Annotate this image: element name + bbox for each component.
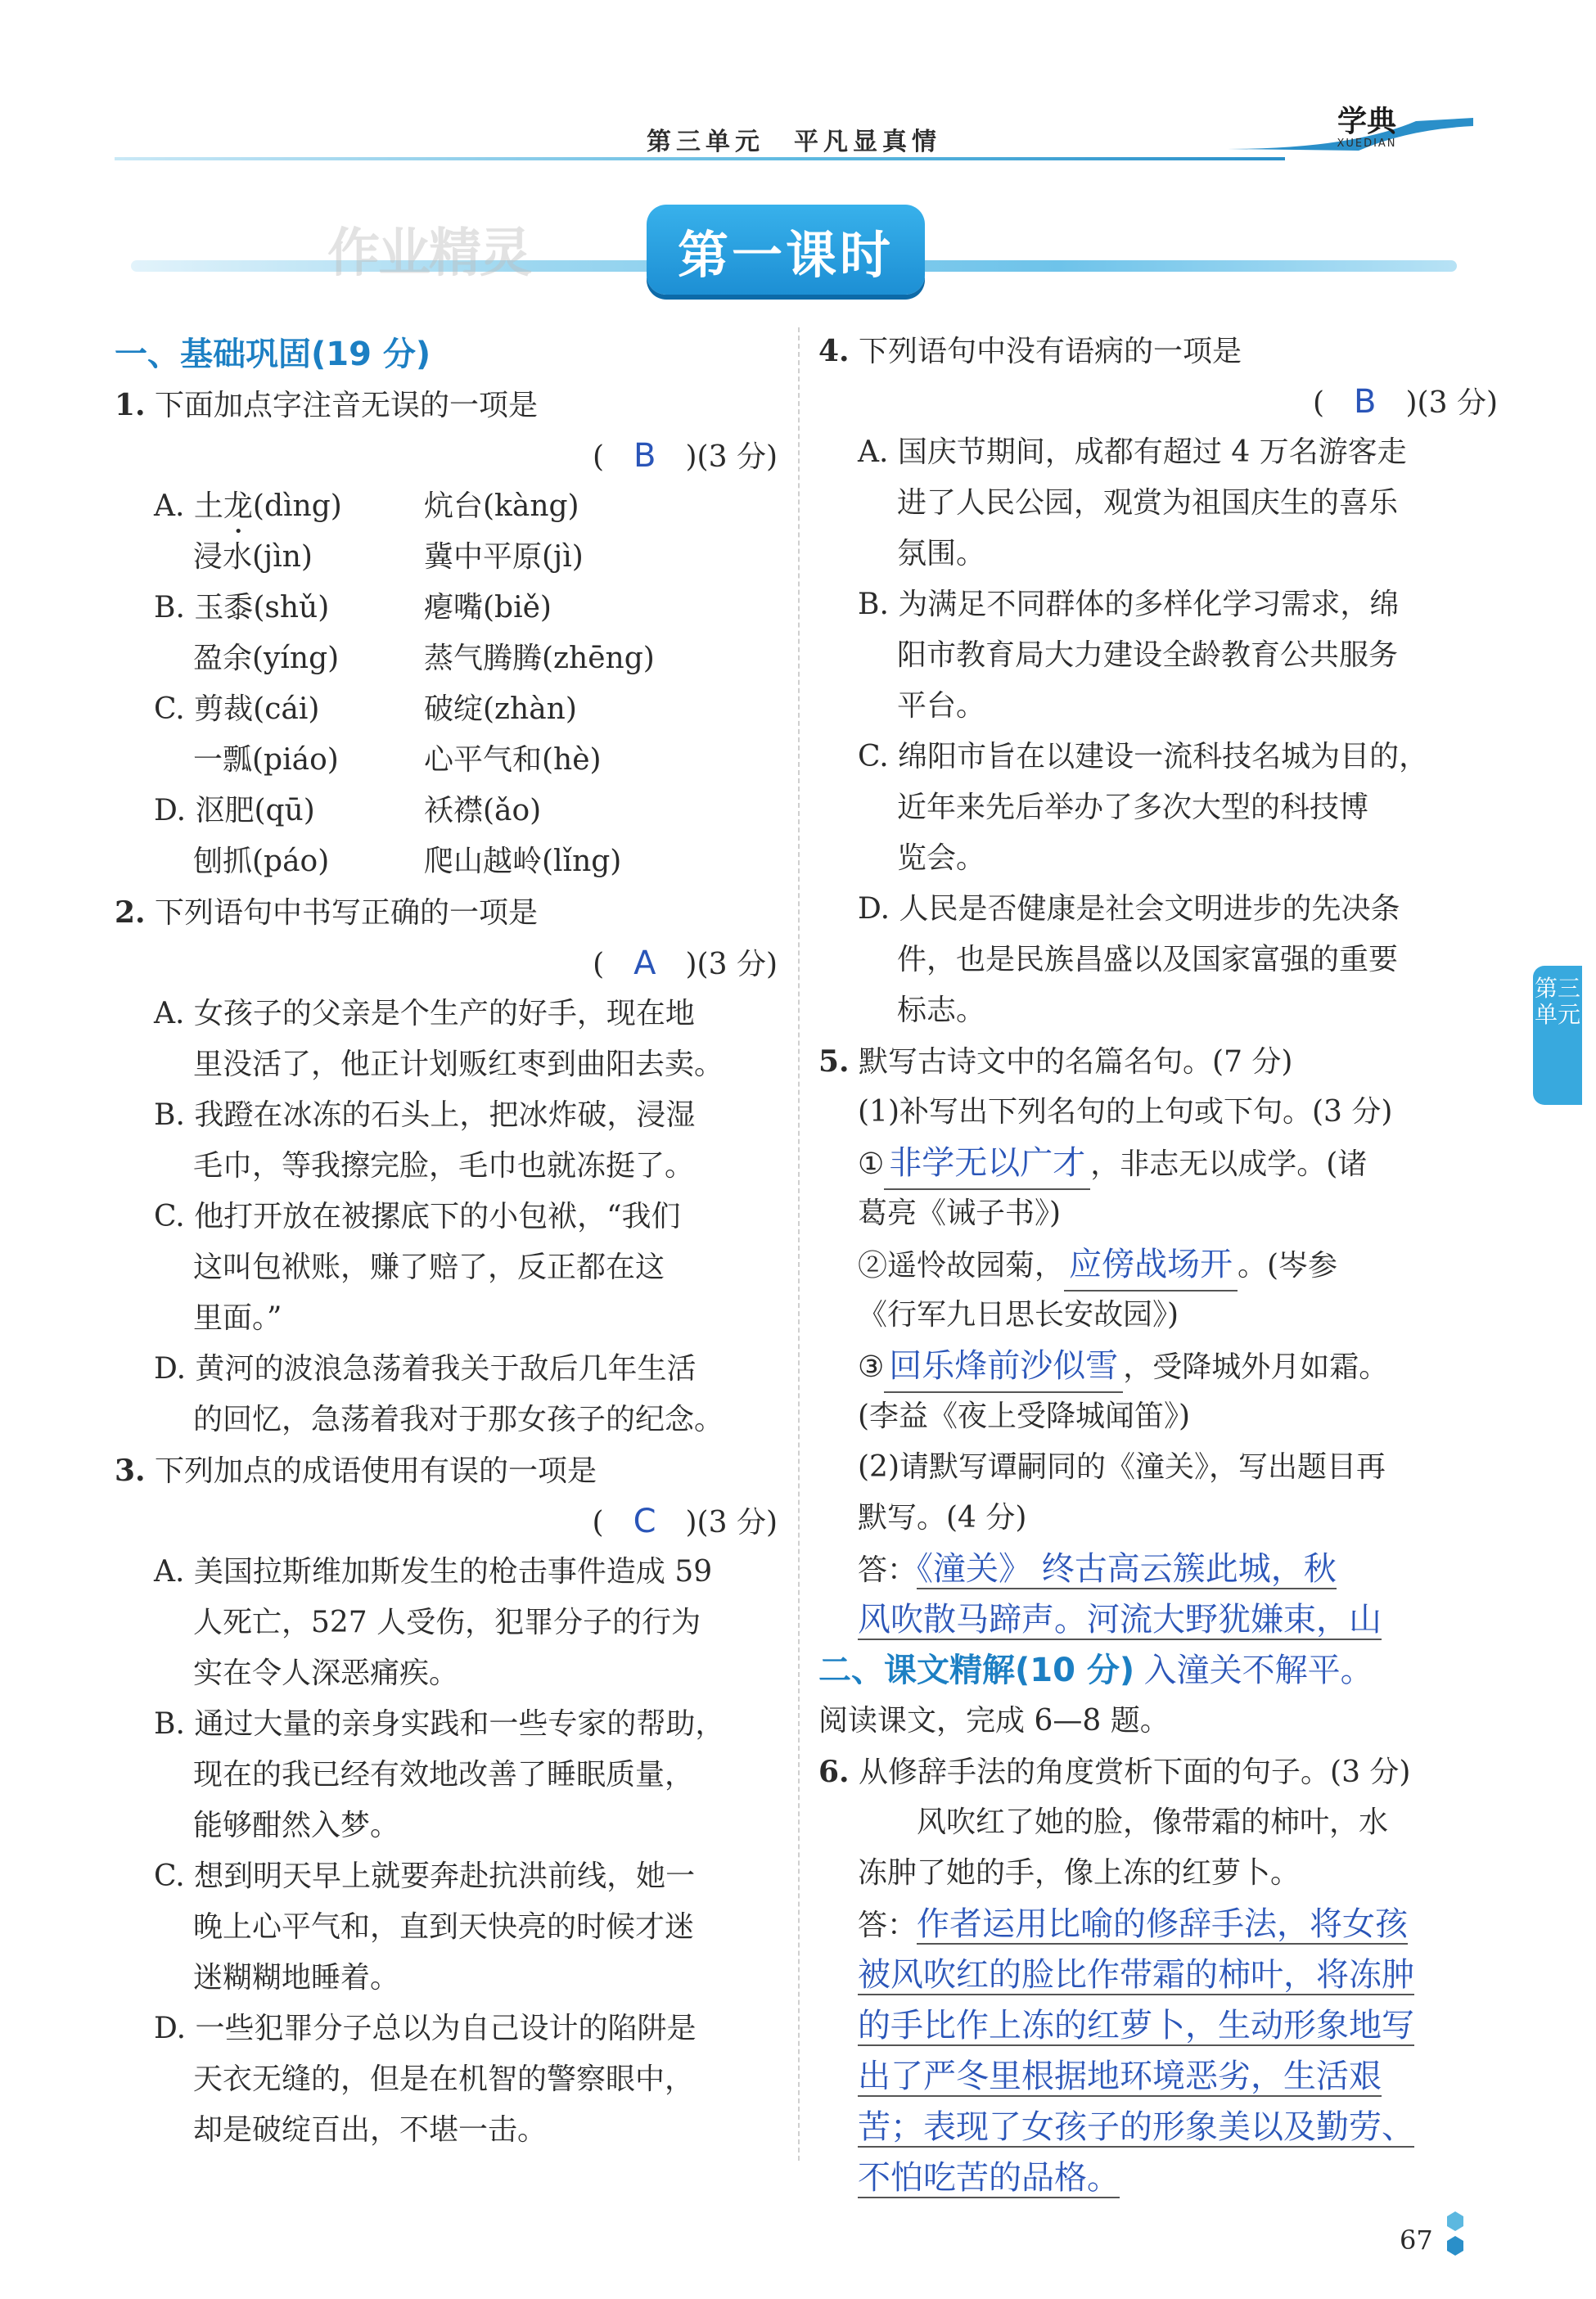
option-continuation: 氛围。 <box>897 537 986 570</box>
option-right: 破绽(zhàn) <box>424 692 577 726</box>
option-text: B. 我蹬在冰冻的石头上，把冰炸破，浸湿 <box>154 1098 696 1132</box>
option-continuation: 人死亡，527 人受伤，犯罪分子的行为 <box>193 1606 701 1639</box>
option-text: (李益《夜上受降城闻笛》) <box>858 1400 1191 1433</box>
text-line <box>115 1953 778 2004</box>
text-line <box>115 1293 778 1344</box>
option-right: 瘪嘴(biě) <box>424 591 552 624</box>
text-line <box>818 1188 1498 1239</box>
option-left <box>193 633 424 684</box>
text-line <box>115 684 778 735</box>
option-text: B. 为满足不同群体的多样化学习需求，绵 <box>858 588 1400 621</box>
text-line <box>818 1899 1498 1950</box>
text-line <box>115 1445 778 1496</box>
text-line <box>115 380 778 430</box>
option-text: A. 国庆节期间，成都有超过 4 万名游客走 <box>858 435 1407 469</box>
text-line <box>818 1747 1498 1797</box>
text-line <box>818 1087 1498 1138</box>
text-line <box>818 2152 1498 2203</box>
text-line <box>818 985 1498 1036</box>
instruction-text: 阅读课文，完成 6—8 题。 <box>818 1704 1170 1738</box>
question-text: 下面加点字注音无误的一项是 <box>145 389 539 422</box>
section-heading: 二、课文精解(10 分) <box>818 1652 1135 1689</box>
text-line <box>818 833 1498 884</box>
score-label: )(3 分) <box>1405 386 1498 420</box>
text-line <box>115 481 778 532</box>
text-line <box>115 1141 778 1192</box>
text-line <box>115 329 778 380</box>
text-line <box>115 1902 778 1953</box>
handwritten-answer: 的手比作上冻的红萝卜，生动形象地写 <box>858 2007 1414 2044</box>
option-continuation: 进了人民公园，观赏为祖国庆生的喜乐 <box>897 486 1399 520</box>
text-line <box>818 1036 1498 1087</box>
option-text: D. 黄河的波浪急荡着我关于敌后几年生活 <box>154 1352 697 1386</box>
question-text: 从修辞手法的角度赏析下面的句子。(3 分) <box>849 1756 1411 1789</box>
text-line <box>818 529 1498 579</box>
question-text: 默写古诗文中的名篇名句。(7 分) <box>849 1045 1293 1079</box>
text-line <box>818 1848 1498 1899</box>
option-text: 默写。(4 分) <box>858 1501 1027 1535</box>
option-right: 袄襟(ǎo) <box>424 794 542 827</box>
text-line: ( C )(3 分) <box>592 1503 778 1540</box>
option-left <box>154 684 424 735</box>
left-column <box>115 329 778 2156</box>
text-line <box>115 1344 778 1395</box>
answer-choice: A <box>633 944 656 982</box>
option-text: 一瓢(piáo) <box>193 743 339 777</box>
handwritten-answer: 作者运用比喻的修辞手法，将女孩 <box>917 1905 1409 1943</box>
text-line <box>818 1493 1498 1544</box>
option-text: C. 他打开放在被摞底下的小包袱，“我们 <box>154 1200 681 1233</box>
text-line <box>115 1242 778 1293</box>
text-line <box>818 1645 1498 1696</box>
text-line <box>115 2054 778 2105</box>
text-line <box>115 1750 778 1801</box>
option-continuation: 件，也是民族昌盛以及国家富强的重要 <box>897 943 1399 976</box>
unit-title: 第三单元 平凡显真情 <box>647 128 941 156</box>
dotted-char: 龙 <box>223 489 253 523</box>
question-number: 2. <box>115 895 146 930</box>
option-continuation: 却是破绽百出，不堪一击。 <box>193 2113 548 2147</box>
option-continuation: 晚上心平气和，直到天快亮的时候才迷 <box>193 1910 695 1944</box>
text-line <box>818 732 1498 782</box>
text-line <box>818 681 1498 732</box>
option-text: B. 通过大量的亲身实践和一些专家的帮助， <box>154 1707 725 1741</box>
score-label: )(3 分) <box>685 1506 778 1539</box>
text-line <box>818 427 1498 478</box>
fill-suffix: 。(岑参 <box>1238 1249 1338 1282</box>
answer-choice: B <box>1354 383 1377 421</box>
quote-text: 风吹红了她的脸，像带霜的柿叶，水 <box>917 1805 1389 1839</box>
option-continuation: 的回忆，急荡着我对于那女孩子的纪念。 <box>193 1403 724 1436</box>
option-text: (2)请默写谭嗣同的《潼关》，写出题目再 <box>858 1450 1386 1484</box>
option-continuation: 现在的我已经有效地改善了睡眠质量， <box>193 1758 695 1792</box>
text-line <box>115 735 778 786</box>
option-left <box>154 583 424 633</box>
option-text: D. 人民是否健康是社会文明进步的先决条 <box>858 892 1400 926</box>
option-right: 蒸气腾腾(zhēng) <box>424 642 655 675</box>
text-line <box>818 782 1498 833</box>
question-number: 3. <box>115 1454 146 1488</box>
text-line <box>115 989 778 1039</box>
text-line <box>818 2000 1498 2051</box>
answer-label: 答： <box>858 1553 917 1587</box>
option-left <box>193 532 424 583</box>
option-right: 心平气和(hè) <box>424 743 602 777</box>
text-line <box>818 1950 1498 2000</box>
handwritten-answer: 应傍战场开 <box>1064 1239 1238 1291</box>
handwritten-answer: 被风吹红的脸比作带霜的柿叶，将冻肿 <box>858 1956 1414 1994</box>
option-left <box>193 735 424 786</box>
question-text: 下列语句中书写正确的一项是 <box>145 896 539 930</box>
text-line <box>115 583 778 633</box>
answer-label: 答： <box>858 1909 917 1942</box>
text-line <box>115 1699 778 1750</box>
option-left <box>154 786 424 836</box>
text-line <box>818 478 1498 529</box>
text-line <box>115 1648 778 1699</box>
option-continuation: 能够酣然入梦。 <box>193 1809 400 1842</box>
text-line <box>115 887 778 938</box>
option-text: C. 绵阳市旨在以建设一流科技名城为目的， <box>858 740 1429 773</box>
option-continuation: 平台。 <box>897 689 986 723</box>
option-text: 盈余(yíng) <box>193 642 340 675</box>
text-line <box>818 579 1498 630</box>
text-line <box>818 326 1498 376</box>
option-continuation: 里没活了，他正计划贩红枣到曲阳去卖。 <box>193 1048 724 1081</box>
option-text: A. 美国拉斯维加斯发生的枪击事件造成 59 <box>154 1555 713 1589</box>
option-continuation: 迷糊糊地睡着。 <box>193 1961 400 1995</box>
fill-suffix: ，受降城外月如霜。 <box>1123 1350 1389 1384</box>
option-continuation: 标志。 <box>897 994 986 1027</box>
text-line: ( B )(3 分) <box>1313 383 1498 421</box>
text-line <box>818 884 1498 935</box>
option-text: C. 剪裁(cái) <box>154 692 320 726</box>
answer-choice: C <box>633 1503 656 1540</box>
lesson-title: 第一课时 <box>677 225 894 285</box>
text-line <box>115 1192 778 1242</box>
text-line <box>115 1598 778 1648</box>
handwritten-answer: 出了严冬里根据地环境恶劣，生活艰 <box>858 2058 1382 2095</box>
text-line <box>115 1090 778 1141</box>
text-line <box>818 1290 1498 1341</box>
publisher-logo: 学典 XUEDIAN <box>1337 104 1397 150</box>
option-continuation: 里面。” <box>193 1301 282 1335</box>
option-text: C. 想到明天早上就要奔赴抗洪前线，她一 <box>154 1859 696 1893</box>
option-left <box>193 836 424 887</box>
score-label: )(3 分) <box>685 948 778 981</box>
text-line: ( B )(3 分) <box>593 437 778 475</box>
text-line <box>818 1239 1498 1290</box>
page-number: 67 <box>1400 2225 1433 2256</box>
text-line <box>115 633 778 684</box>
header-rule <box>115 157 1285 160</box>
option-continuation: 天衣无缝的，但是在机智的警察眼中， <box>193 2062 695 2096</box>
text-line <box>115 786 778 836</box>
option-continuation: 近年来先后举办了多次大型的科技博 <box>897 791 1369 824</box>
text-line <box>115 1801 778 1851</box>
text-line <box>818 2102 1498 2152</box>
text-line <box>818 1341 1498 1391</box>
text-line <box>115 1851 778 1902</box>
fill-prefix: ②遥怜故园菊， <box>858 1249 1065 1282</box>
option-text: (1)补写出下列名句的上句或下句。(3 分) <box>858 1095 1393 1129</box>
text-line: ( A )(3 分) <box>593 944 778 982</box>
fill-prefix: ③ <box>858 1350 885 1384</box>
hexagon-decoration-icon <box>1440 2210 1470 2259</box>
option-text: 《行军九日思长安故园》) <box>858 1298 1179 1332</box>
option-right: 冀中平原(jì) <box>424 540 584 574</box>
text-line <box>115 2105 778 2156</box>
unit-side-tab: 第三单元 <box>1533 966 1582 1105</box>
option-text: 浸水(jìn) <box>193 540 313 574</box>
answer-choice: B <box>633 437 656 475</box>
option-text: 葛亮《诫子书》) <box>858 1197 1062 1230</box>
text-line <box>115 2004 778 2054</box>
option-right: 爬山越岭(lǐng) <box>424 845 622 878</box>
option-continuation: 阳市教育局大力建设全龄教育公共服务 <box>897 638 1399 672</box>
handwritten-answer: 回乐烽前沙似雪 <box>884 1341 1123 1393</box>
question-text: 下列语句中没有语病的一项是 <box>849 335 1242 368</box>
text-line <box>115 1039 778 1090</box>
fill-prefix: ① <box>858 1147 885 1181</box>
question-number: 6. <box>818 1755 850 1789</box>
handwritten-answer: 不怕吃苦的品格。 <box>858 2159 1120 2197</box>
option-text: D. 一些犯罪分子总以为自己设计的陷阱是 <box>154 2012 697 2045</box>
right-column <box>818 326 1498 2203</box>
text-line <box>818 630 1498 681</box>
column-divider <box>798 327 800 2161</box>
option-continuation: 实在令人深恶痛疾。 <box>193 1657 459 1690</box>
text-line <box>115 836 778 887</box>
option-text: (dìng) <box>252 489 342 523</box>
option-text: A. 女孩子的父亲是个生产的好手，现在地 <box>154 997 695 1030</box>
text-line <box>818 1696 1498 1747</box>
option-continuation: 览会。 <box>897 841 986 875</box>
text-line <box>115 532 778 583</box>
text-line <box>115 1395 778 1445</box>
text-line <box>818 1138 1498 1188</box>
handwritten-answer: 《潼关》 终古高云簇此城，秋 <box>917 1550 1337 1588</box>
option-text: A. 土 <box>154 489 223 523</box>
text-line <box>818 1544 1498 1594</box>
handwritten-answer: 苦；表现了女孩子的形象美以及勤劳、 <box>858 2108 1414 2146</box>
text-line <box>818 1391 1498 1442</box>
option-right: 炕台(kàng) <box>424 489 579 523</box>
text-line <box>115 1547 778 1598</box>
handwritten-answer: 非学无以广才 <box>884 1138 1090 1190</box>
question-number: 4. <box>818 334 850 368</box>
text-line <box>818 935 1498 985</box>
option-text: B. 玉黍(shǔ) <box>154 591 330 624</box>
handwritten-answer: 入潼关不解平。 <box>1143 1652 1373 1689</box>
section-heading: 一、基础巩固(19 分) <box>115 336 431 373</box>
handwritten-answer: 风吹散马蹄声。河流大野犹嫌束，山 <box>858 1601 1382 1639</box>
text-line <box>818 1594 1498 1645</box>
question-number: 5. <box>818 1044 850 1079</box>
text-line <box>818 1797 1498 1848</box>
question-text: 下列加点的成语使用有误的一项是 <box>145 1454 597 1488</box>
text-line <box>818 1442 1498 1493</box>
text-line <box>818 2051 1498 2102</box>
option-text: 冻肿了她的手，像上冻的红萝卜。 <box>858 1856 1301 1890</box>
option-text: D. 沤肥(qū) <box>154 794 315 827</box>
watermark: 作业精灵 <box>327 223 530 284</box>
option-text: 刨抓(páo) <box>193 845 330 878</box>
question-number: 1. <box>115 388 146 422</box>
score-label: )(3 分) <box>685 440 778 474</box>
option-continuation: 毛巾，等我擦完脸，毛巾也就冻挺了。 <box>193 1149 695 1183</box>
option-continuation: 这叫包袱账，赚了赔了，反正都在这 <box>193 1251 665 1284</box>
fill-suffix: ，非志无以成学。(诸 <box>1090 1147 1368 1181</box>
